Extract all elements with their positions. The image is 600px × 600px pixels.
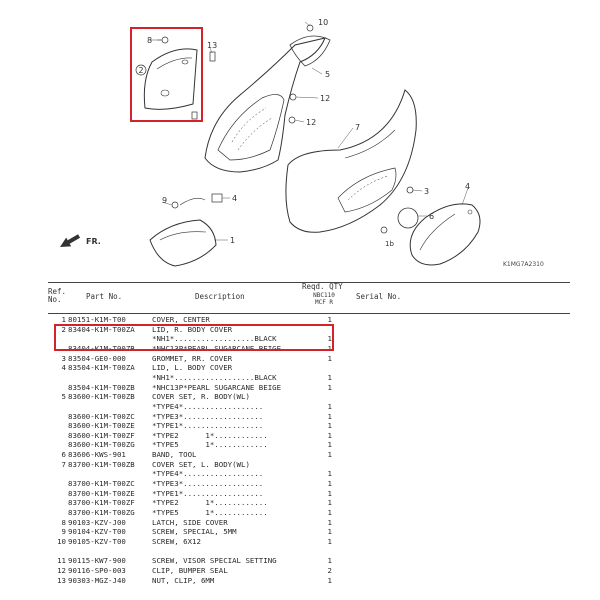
description-cell: *NH1*..................BLACK bbox=[152, 334, 277, 344]
description-cell: SCREW, VISOR SPECIAL SETTING bbox=[152, 556, 277, 566]
ref-cell: 10 bbox=[57, 536, 66, 546]
description-cell: LATCH, SIDE COVER bbox=[152, 517, 228, 527]
qty-cell: 1 bbox=[327, 575, 332, 585]
ref-cell: 11 bbox=[57, 556, 66, 566]
part-no-cell: 83606-KWS-901 bbox=[68, 450, 126, 460]
description-cell: *TYPE5 1*............ bbox=[152, 508, 268, 517]
qty-cell: 1 bbox=[327, 315, 332, 324]
table-row bbox=[0, 575, 600, 586]
part-no-cell: 90116-SP0-003 bbox=[68, 565, 126, 575]
ref-cell: 3 bbox=[61, 353, 66, 363]
description-cell: COVER SET, R. BODY(WL) bbox=[152, 392, 250, 402]
callout-5: 5 bbox=[325, 70, 331, 79]
qty-cell: 1 bbox=[327, 372, 332, 382]
description-cell: GROMMET, RR. COVER bbox=[152, 353, 233, 363]
callout-12a: 12 bbox=[320, 94, 331, 103]
description-cell: *TYPE3*.................. bbox=[152, 479, 264, 489]
qty-cell: 1 bbox=[327, 536, 332, 546]
qty-cell: 1 bbox=[327, 556, 332, 566]
qty-cell: 1 bbox=[327, 430, 332, 440]
description-cell: *NHC13P*PEARL SUGARCANE BEIGE bbox=[152, 343, 282, 353]
part-body-frame bbox=[205, 38, 325, 172]
description-cell: *TYPE2 1*............ bbox=[152, 498, 268, 508]
part-no-cell: 83700-K1M-T00ZE bbox=[68, 488, 135, 498]
ref-cell: 12 bbox=[57, 565, 66, 575]
description-cell: SCREW, 6X12 bbox=[152, 536, 201, 546]
qty-cell: 1 bbox=[327, 401, 332, 411]
part-no-cell: 83600-K1M-T00ZB bbox=[68, 392, 135, 402]
callout-12b: 12 bbox=[306, 118, 317, 127]
callout-6: 6 bbox=[429, 212, 435, 221]
callout-4a: 4 bbox=[465, 182, 471, 191]
header-description: Description bbox=[195, 292, 245, 301]
header-serial-no: Serial No. bbox=[356, 292, 402, 301]
part-no-cell: 83600-K1M-T00ZF bbox=[68, 430, 135, 440]
part-no-cell: 83504-K1M-T00ZB bbox=[68, 382, 135, 392]
ref-cell: 5 bbox=[61, 392, 66, 402]
description-cell: *NHC13P*PEARL SUGARCANE BEIGE bbox=[152, 382, 282, 392]
ref-cell: 1 bbox=[61, 315, 66, 324]
callout-4b: 4 bbox=[232, 194, 238, 203]
part-no-cell: 83700-K1M-T00ZF bbox=[68, 498, 135, 508]
header-part-no: Part No. bbox=[86, 292, 123, 301]
part-no-cell: 83504-K1M-T00ZA bbox=[68, 363, 135, 373]
part-6-tool-band bbox=[398, 208, 418, 228]
callout-9: 9 bbox=[162, 196, 168, 205]
callout-3: 3 bbox=[424, 187, 430, 196]
qty-cell: 1 bbox=[327, 440, 332, 450]
callout-1b: 1b bbox=[385, 240, 394, 248]
description-cell: *TYPE4*.................. bbox=[152, 469, 264, 479]
part-no-cell: 83700-K1M-T00ZB bbox=[68, 459, 135, 469]
description-cell: *TYPE1*.................. bbox=[152, 488, 264, 498]
part-no-cell: 83600-K1M-T00ZE bbox=[68, 421, 135, 431]
qty-cell: 1 bbox=[327, 421, 332, 431]
qty-cell: 1 bbox=[327, 469, 332, 479]
description-cell: *TYPE4*.................. bbox=[152, 401, 264, 411]
part-no-cell: 83404-K1M-T00ZB bbox=[68, 343, 135, 353]
description-cell: LID, L. BODY COVER bbox=[152, 363, 233, 373]
ref-cell: 13 bbox=[57, 575, 66, 585]
qty-cell: 1 bbox=[327, 382, 332, 392]
part-no-cell: 83700-K1M-T00ZG bbox=[68, 508, 135, 517]
description-cell: *NH1*..................BLACK bbox=[152, 372, 277, 382]
qty-cell: 1 bbox=[327, 517, 332, 527]
qty-cell: 1 bbox=[327, 450, 332, 460]
callout-13: 13 bbox=[207, 41, 218, 50]
part-no-cell: 83404-K1M-T00ZA bbox=[68, 324, 135, 334]
part-1-center-cover bbox=[150, 220, 216, 266]
callout-1: 1 bbox=[230, 236, 236, 245]
description-cell: COVER SET, L. BODY(WL) bbox=[152, 459, 250, 469]
description-cell: *TYPE2 1*............ bbox=[152, 430, 268, 440]
callout-8: 8 bbox=[147, 36, 153, 45]
ref-cell: 7 bbox=[61, 459, 66, 469]
part-no-cell: 83700-K1M-T00ZC bbox=[68, 479, 135, 489]
description-cell: CLIP, BUMPER SEAL bbox=[152, 565, 228, 575]
front-direction-arrow bbox=[58, 232, 82, 252]
part-no-cell: 90103-KZV-J00 bbox=[68, 517, 126, 527]
ref-cell: 4 bbox=[61, 363, 66, 373]
ref-cell: 9 bbox=[61, 527, 66, 537]
callout-10: 10 bbox=[318, 18, 329, 27]
description-cell: *TYPE3*.................. bbox=[152, 411, 264, 421]
description-cell: *TYPE1*.................. bbox=[152, 421, 264, 431]
qty-cell: 1 bbox=[327, 353, 332, 363]
ref-cell: 8 bbox=[61, 517, 66, 527]
diagram-code: K1MG7A2310 bbox=[503, 261, 544, 268]
part-no-cell: 83600-K1M-T00ZC bbox=[68, 411, 135, 421]
highlight-box-table-item-2 bbox=[54, 324, 334, 351]
description-cell: LID, R. BODY COVER bbox=[152, 324, 233, 334]
description-cell: *TYPE5 1*............ bbox=[152, 440, 268, 450]
part-no-cell: 90303-MGZ-J40 bbox=[68, 575, 126, 585]
qty-cell: 1 bbox=[327, 343, 332, 353]
qty-cell: 1 bbox=[327, 488, 332, 498]
qty-cell: 1 bbox=[327, 508, 332, 517]
description-cell: NUT, CLIP, 6MM bbox=[152, 575, 215, 585]
front-label: FR. bbox=[86, 237, 101, 246]
qty-cell: 1 bbox=[327, 479, 332, 489]
qty-cell: 1 bbox=[327, 411, 332, 421]
description-cell: SCREW, SPECIAL, 5MM bbox=[152, 527, 237, 537]
header-model: NBC110 MCF R bbox=[313, 292, 335, 306]
description-cell: COVER, CENTER bbox=[152, 315, 210, 324]
exploded-parts-diagram bbox=[0, 0, 600, 280]
qty-cell: 1 bbox=[327, 334, 332, 344]
part-no-cell: 80151-K1M-T00 bbox=[68, 315, 126, 324]
part-no-cell: 90115-KW7-900 bbox=[68, 556, 126, 566]
part-no-cell: 90104-KZV-T00 bbox=[68, 527, 126, 537]
callout-2: 2 bbox=[138, 66, 144, 75]
part-4-lid-l-body-cover bbox=[410, 204, 480, 265]
ref-cell: 6 bbox=[61, 450, 66, 460]
qty-cell: 1 bbox=[327, 498, 332, 508]
qty-cell: 2 bbox=[327, 565, 332, 575]
ref-cell: 2 bbox=[61, 324, 66, 334]
part-no-cell: 83600-K1M-T00ZG bbox=[68, 440, 135, 450]
callout-7: 7 bbox=[355, 123, 361, 132]
header-reqd-qty: Reqd. QTY bbox=[302, 282, 343, 291]
part-no-cell: 83504-GE0-000 bbox=[68, 353, 126, 363]
description-cell: BAND, TOOL bbox=[152, 450, 197, 460]
qty-cell: 1 bbox=[327, 527, 332, 537]
part-no-cell: 90105-KZV-T00 bbox=[68, 536, 126, 546]
header-ref-no: Ref. No. bbox=[48, 287, 67, 304]
